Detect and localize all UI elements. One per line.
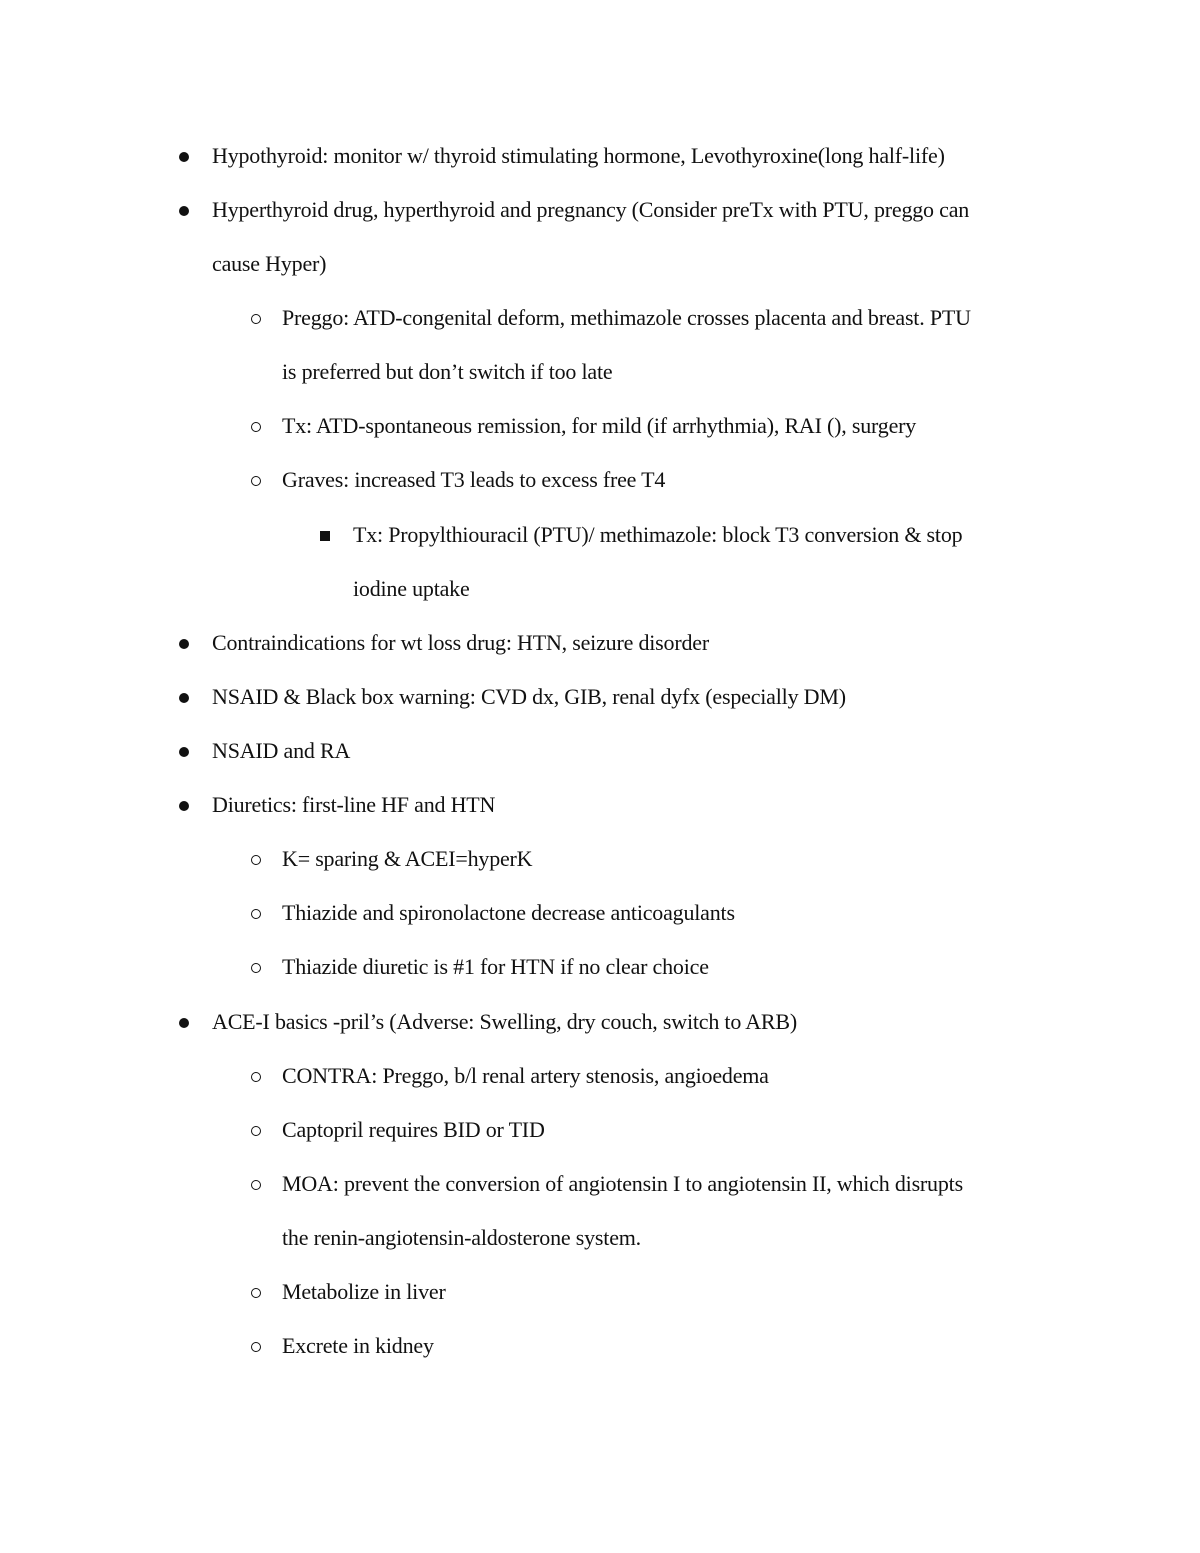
bullet-hollow-circle [251,1072,261,1082]
list-item-text-continued: is preferred but don’t switch if too late [282,359,613,384]
list-item-text: ACE-I basics -pril’s (Adverse: Swelling, dry couch, switch to ARB) [212,1009,797,1034]
list-item-text: NSAID and RA [212,738,351,763]
bullet-hollow-circle [251,909,261,919]
list-item-text-continued: cause Hyper) [212,251,327,276]
bullet-hollow-circle [251,476,261,486]
list-item-text: Hypothyroid: monitor w/ thyroid stimulating hormone, Levothyroxine(long half-life) [212,143,945,168]
bullet-hollow-circle [251,422,261,432]
list-item-text: Preggo: ATD-congenital deform, methimazole crosses placenta and breast. PTU [282,305,971,330]
bullet-hollow-circle [251,855,261,865]
list-item-text: Graves: increased T3 leads to excess free T4 [282,467,666,492]
bullet-hollow-circle [251,314,261,324]
bullet-hollow-circle [251,1126,261,1136]
list-item-text: Captopril requires BID or TID [282,1117,545,1142]
list-item-text: NSAID & Black box warning: CVD dx, GIB, renal dyfx (especially DM) [212,684,846,709]
list-item-text: MOA: prevent the conversion of angiotensin I to angiotensin II, which disrupts [282,1171,963,1196]
bullet-filled-circle [179,801,189,811]
list-item-text: Hyperthyroid drug, hyperthyroid and pregnancy (Consider preTx with PTU, preggo can [212,197,970,222]
list-item-text: Excrete in kidney [282,1333,434,1358]
bullet-filled-circle [179,639,189,649]
list-item-text: Tx: ATD-spontaneous remission, for mild (if arrhythmia), RAI (), surgery [282,413,917,438]
bullet-hollow-circle [251,1342,261,1352]
list-item-text: Thiazide diuretic is #1 for HTN if no clear choice [282,954,709,979]
bullet-filled-square [320,531,330,541]
bullet-hollow-circle [251,1288,261,1298]
bullet-filled-circle [179,206,189,216]
bullet-filled-circle [179,1018,189,1028]
list-item-text: Contraindications for wt loss drug: HTN, seizure disorder [212,630,709,655]
bullet-hollow-circle [251,1180,261,1190]
bullet-filled-circle [179,693,189,703]
list-item-text: K= sparing & ACEI=hyperK [282,846,533,871]
list-item-text: Diuretics: first-line HF and HTN [212,792,496,817]
list-item-text-continued: the renin-angiotensin-aldosterone system. [282,1225,641,1250]
bullet-filled-circle [179,152,189,162]
list-item-text: Thiazide and spironolactone decrease anticoagulants [282,900,735,925]
list-item-text: Tx: Propylthiouracil (PTU)/ methimazole: block T3 conversion & stop [353,522,963,547]
list-item-text: CONTRA: Preggo, b/l renal artery stenosis, angioedema [282,1063,769,1088]
list-item-text: Metabolize in liver [282,1279,446,1304]
bullet-hollow-circle [251,963,261,973]
bullet-filled-circle [179,747,189,757]
list-item-text-continued: iodine uptake [353,576,470,601]
